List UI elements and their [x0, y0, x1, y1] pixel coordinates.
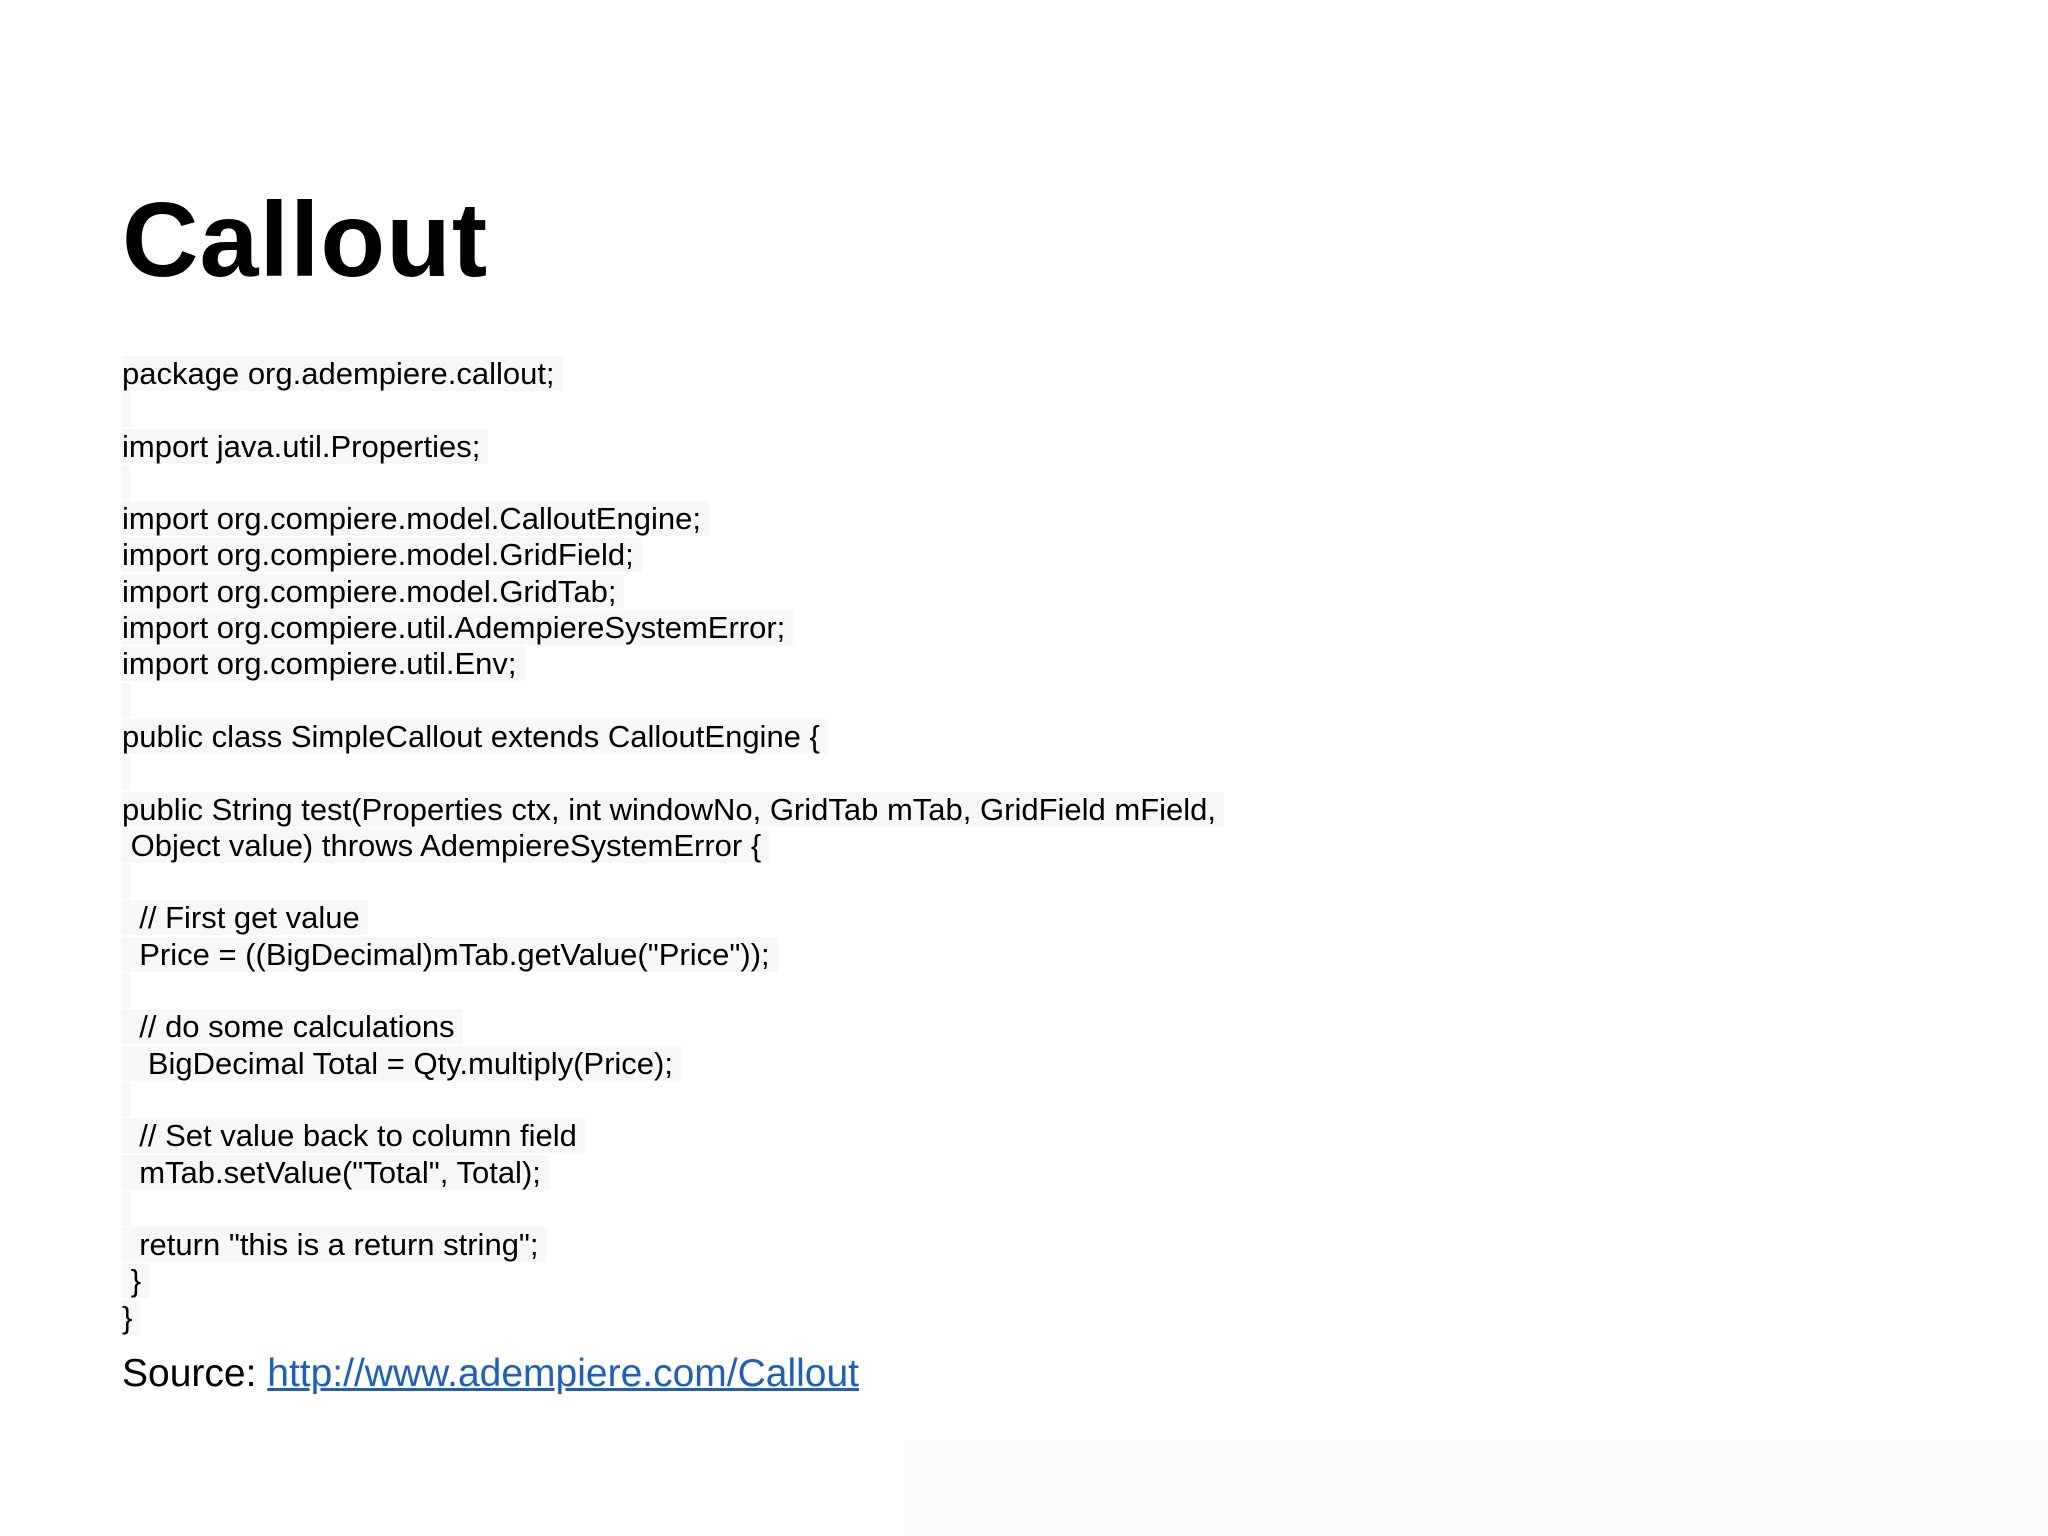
code-line	[122, 501, 1522, 537]
code-line	[122, 864, 1522, 900]
code-line	[122, 465, 1522, 501]
slide-title: Callout	[122, 181, 489, 299]
code-line	[122, 1118, 1522, 1154]
code-line-text: Price = ((BigDecimal)mTab.getValue("Price"));	[122, 937, 778, 972]
code-line	[122, 610, 1522, 646]
code-line	[122, 574, 1522, 610]
code-line-text: import org.compiere.model.GridTab;	[122, 574, 624, 609]
code-line-text: // Set value back to column field	[122, 1118, 585, 1153]
code-line	[122, 392, 1522, 428]
code-line-text	[122, 864, 130, 899]
code-line-text: }	[122, 1300, 140, 1335]
code-line-text: public String test(Properties ctx, int windowNo, GridTab mTab, GridField mField,	[122, 792, 1224, 827]
code-line	[122, 828, 1522, 864]
code-line-text	[122, 465, 130, 500]
code-line	[122, 792, 1522, 828]
source-label: Source:	[122, 1352, 268, 1395]
code-line	[122, 1191, 1522, 1227]
code-line-text: import org.compiere.model.GridField;	[122, 537, 642, 572]
code-line-text: import org.compiere.util.Env;	[122, 646, 525, 681]
source-line	[122, 1350, 859, 1398]
code-line	[122, 1082, 1522, 1118]
code-line-text	[122, 973, 130, 1008]
code-line	[122, 537, 1522, 573]
code-line	[122, 1227, 1522, 1263]
code-line	[122, 1155, 1522, 1191]
code-line-text: // do some calculations	[122, 1009, 463, 1044]
code-line	[122, 900, 1522, 936]
code-line	[122, 683, 1522, 719]
code-line-text	[122, 1191, 130, 1226]
code-line-text: package org.adempiere.callout;	[122, 356, 563, 391]
code-line	[122, 646, 1522, 682]
code-line	[122, 1263, 1522, 1299]
code-line	[122, 1300, 1522, 1336]
code-line-text: import org.compiere.util.AdempiereSystemError;	[122, 610, 793, 645]
code-line	[122, 1009, 1522, 1045]
source-link[interactable]: http://www.adempiere.com/Callout	[267, 1352, 860, 1395]
code-line-text: // First get value	[122, 900, 368, 935]
code-line-text: mTab.setValue("Total", Total);	[122, 1155, 549, 1190]
code-line-text: import java.util.Properties;	[122, 429, 488, 464]
code-line-text: Object value) throws AdempiereSystemError {	[122, 828, 769, 863]
code-line-text	[122, 392, 130, 427]
code-line-text	[122, 755, 130, 790]
code-line-text: public class SimpleCallout extends CalloutEngine {	[122, 719, 828, 754]
code-line-text	[122, 683, 130, 718]
code-line	[122, 1046, 1522, 1082]
code-line	[122, 937, 1522, 973]
code-line	[122, 429, 1522, 465]
code-line-text: BigDecimal Total = Qty.multiply(Price);	[122, 1046, 681, 1081]
code-line-text	[122, 1082, 130, 1117]
background-shade	[905, 1440, 2048, 1536]
code-line	[122, 973, 1522, 1009]
code-line-text: }	[122, 1263, 149, 1298]
code-line	[122, 719, 1522, 755]
code-line-text: return "this is a return string";	[122, 1227, 547, 1262]
code-block	[122, 356, 1522, 1336]
code-line	[122, 356, 1522, 392]
code-line-text: import org.compiere.model.CalloutEngine;	[122, 501, 709, 536]
code-line	[122, 755, 1522, 791]
